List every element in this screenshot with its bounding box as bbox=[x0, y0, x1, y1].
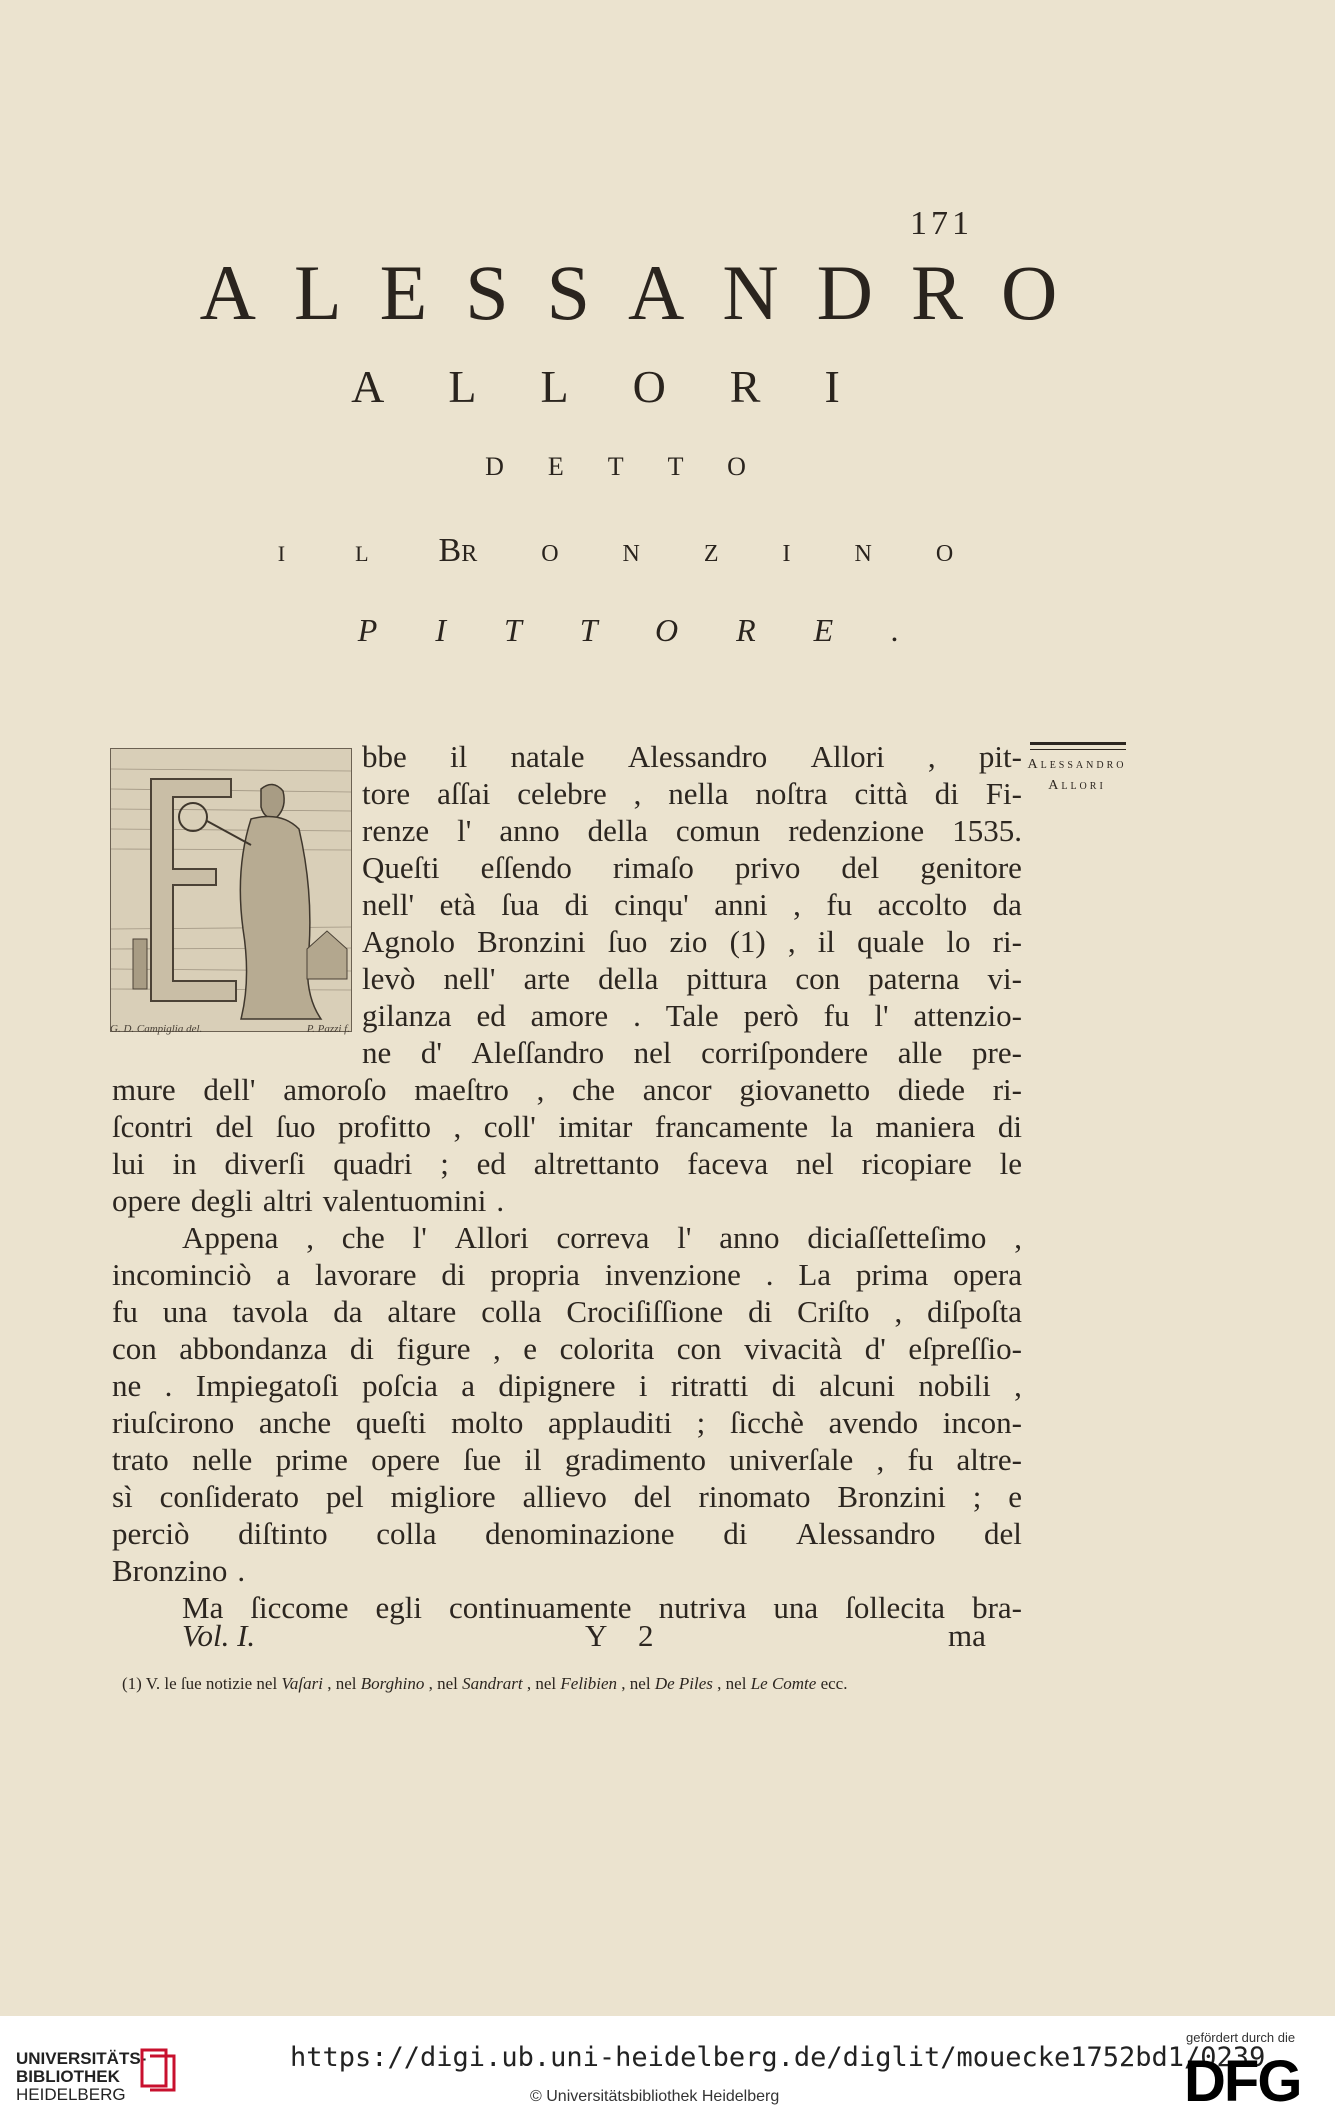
body-line: Queſti eſſendo rimaſo privo del genitore bbox=[362, 850, 1022, 885]
body-line: Ma ſiccome egli continuamente nutriva una ſollecita bra- bbox=[182, 1590, 1022, 1625]
body-line: opere degli altri valentuomini . bbox=[112, 1183, 505, 1218]
title-pittore: PITTORE. bbox=[357, 612, 958, 648]
credit-draftsman: G. D. Campiglia del. bbox=[110, 1023, 203, 1035]
footnote-felibien: Felibien bbox=[560, 1674, 618, 1693]
body-line: bbe il natale Alessandro Allori , pit- bbox=[362, 739, 1022, 774]
footnote-depiles: De Piles bbox=[654, 1674, 713, 1693]
body-line: fu una tavola da altare colla Crociſiſſione di Criſto , diſpoſta bbox=[112, 1294, 1022, 1329]
body-line: nell' età ſua di cinqu' anni , fu accolto da bbox=[362, 887, 1022, 922]
footnote-sep: , nel bbox=[428, 1674, 458, 1693]
library-name-line1: UNIVERSITÄTS- bbox=[16, 2049, 147, 2068]
body-line: ne . Impiegatoſi poſcia a dipignere i ritratti di alcuni nobili , bbox=[112, 1368, 1022, 1403]
credit-engraver: P. Pazzi f. bbox=[306, 1023, 350, 1035]
title-il-bronzino bbox=[0, 532, 1315, 570]
body-line: levò nell' arte della pittura con paterna vi- bbox=[362, 961, 1022, 996]
body-line: Appena , che l' Allori correva l' anno diciaſſetteſimo , bbox=[182, 1220, 1022, 1255]
body-line: ne d' Aleſſandro nel corriſpondere alle pre- bbox=[362, 1035, 1022, 1070]
body-line: Agnolo Bronzini ſuo zio (1) , il quale lo ri- bbox=[362, 924, 1022, 959]
body-line: riuſcirono anche queſti molto applauditi ; ſicchè avendo incon- bbox=[112, 1405, 1022, 1440]
catchword: ma bbox=[948, 1618, 986, 1653]
footer-bar bbox=[0, 2016, 1335, 2120]
body-line: trato nelle prime opere ſue il gradimento univerſale , fu altre- bbox=[112, 1442, 1022, 1477]
permalink-url[interactable]: https://digi.ub.uni-heidelberg.de/diglit/mouecke1752bd1/0239 bbox=[290, 2042, 1266, 2073]
library-name-line3: HEIDELBERG bbox=[16, 2085, 126, 2104]
footnote-sandrart: Sandrart bbox=[462, 1674, 523, 1693]
footnote-prefix: (1) V. le ſue notizie nel bbox=[122, 1674, 278, 1693]
volume-label: Vol. I. bbox=[182, 1618, 256, 1653]
page-number: 171 bbox=[910, 205, 973, 242]
engraving-figure bbox=[111, 749, 351, 1031]
margin-note-line2: Allori bbox=[1048, 778, 1106, 793]
body-line: mure dell' amoroſo maeſtro , che ancor giovanetto diede ri- bbox=[112, 1072, 1022, 1107]
title-b: B bbox=[438, 532, 462, 569]
title-alessandro: ALESSANDRO bbox=[199, 249, 1096, 336]
margin-rule bbox=[1030, 742, 1126, 750]
body-line: ſcontri del ſuo profitto , coll' imitar francamente la maniera di bbox=[112, 1109, 1022, 1144]
library-mark-icon bbox=[138, 2046, 178, 2097]
title-allori: ALLORI bbox=[351, 361, 904, 412]
footnote-vasari: Vaſari bbox=[281, 1674, 323, 1693]
body-line: con abbondanza di figure , e colorita con vivacità d' eſpreſſio- bbox=[112, 1331, 1022, 1366]
body-line: incominciò a lavorare di propria invenzione . La prima opera bbox=[112, 1257, 1022, 1292]
title-il: IL bbox=[277, 541, 439, 566]
dfg-logo[interactable]: DFG bbox=[1184, 2049, 1301, 2114]
copyright-notice: © Universitätsbibliothek Heidelberg bbox=[530, 2088, 780, 2105]
body-line: perciò diſtinto colla denominazione di Alessandro del bbox=[112, 1516, 1022, 1551]
signature-mark: Y 2 bbox=[585, 1618, 666, 1653]
library-name-line2: BIBLIOTHEK bbox=[16, 2067, 120, 2086]
footnote-sep: , nel bbox=[717, 1674, 747, 1693]
body-line: gilanza ed amore . Tale però fu l' attenzio- bbox=[362, 998, 1022, 1033]
footnote-borghino: Borghino bbox=[360, 1674, 425, 1693]
body-line: lui in diverſi quadri ; ed altrettanto faceva nel ricopiare le bbox=[112, 1146, 1022, 1181]
title-ronzino: RONZINO bbox=[461, 541, 1018, 567]
body-text-full bbox=[112, 1071, 1022, 1626]
margin-note-line1: Alessandro bbox=[1027, 757, 1127, 772]
footnote-sep: , nel bbox=[526, 1674, 557, 1693]
body-line: Bronzino . bbox=[112, 1553, 246, 1588]
title-detto: DETTO bbox=[485, 452, 790, 481]
engraving-credits bbox=[110, 1023, 350, 1035]
body-line: tore aſſai celebre , nella noſtra città di Fi- bbox=[362, 776, 1022, 811]
footnote-suffix: ecc. bbox=[820, 1674, 848, 1693]
margin-note bbox=[1022, 742, 1132, 796]
footnote-lecomte: Le Comte bbox=[750, 1674, 817, 1693]
footnote-sep: , nel bbox=[327, 1674, 357, 1693]
funding-note: gefördert durch die bbox=[1186, 2030, 1296, 2045]
body-text-indented bbox=[362, 738, 1022, 1071]
footnote-sep: , nel bbox=[621, 1674, 651, 1693]
library-logo[interactable] bbox=[16, 2050, 146, 2104]
decorated-initial-e bbox=[110, 748, 352, 1032]
body-line: sì conſiderato pel migliore allievo del rinomato Bronzini ; e bbox=[112, 1479, 1022, 1514]
footnote bbox=[122, 1674, 847, 1694]
body-line: renze l' anno della comun redenzione 1535. bbox=[362, 813, 1022, 848]
